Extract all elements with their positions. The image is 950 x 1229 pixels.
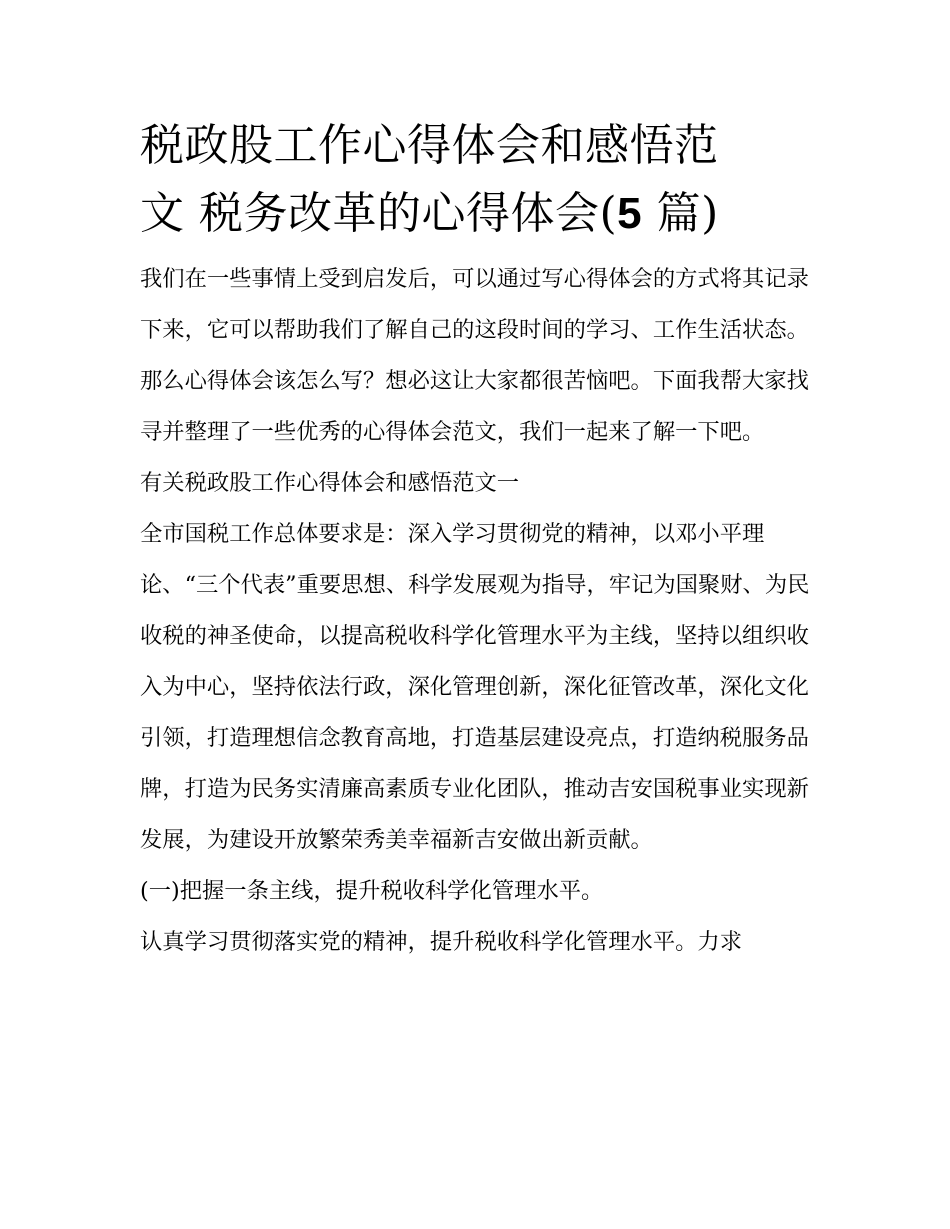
last-paragraph: 认真学习贯彻落实党的精神，提升税收科学化管理水平。力求 bbox=[140, 929, 743, 955]
section-heading: 有关税政股工作心得体会和感悟范文一 bbox=[140, 470, 520, 496]
title-line-2-number: 5 bbox=[617, 189, 643, 238]
title-line-1: 税政股工作心得体会和感悟范 bbox=[140, 120, 719, 171]
document-page bbox=[140, 112, 812, 968]
title-line-2-prefix: 文 税务改革的心得体会( bbox=[140, 188, 618, 239]
subheading: (一)把握一条主线，提升税收科学化管理水平。 bbox=[140, 878, 604, 904]
intro-paragraph: 我们在一些事情上受到启发后，可以通过写心得体会的方式将其记录下来，它可以帮助我们了解自己的这段时间的学习、工作生活状态。那么心得体会该怎么写？想必这让大家都很苦恼吧。下面我帮大家找寻并整理了一些优秀的心得体会范文，我们一起来了解一下吧。 bbox=[140, 266, 809, 445]
document-title bbox=[140, 112, 812, 248]
title-line-2-suffix: 篇) bbox=[642, 188, 719, 239]
body-paragraph: 全市国税工作总体要求是：深入学习贯彻党的精神，以邓小平理论、“三个代表”重要思想、科学发展观为指导，牢记为国聚财、为民收税的神圣使命，以提高税收科学化管理水平为主线，坚持以组织收入为中心，坚持依法行政，深化管理创新，深化征管改革，深化文化引领，打造理想信念教育高地，打造基层建设亮点，打造纳税服务品牌，打造为民务实清廉高素质专业化团队，推动吉安国税事业实现新发展，为建设开放繁荣秀美幸福新吉安做出新贡献。 bbox=[140, 521, 810, 853]
